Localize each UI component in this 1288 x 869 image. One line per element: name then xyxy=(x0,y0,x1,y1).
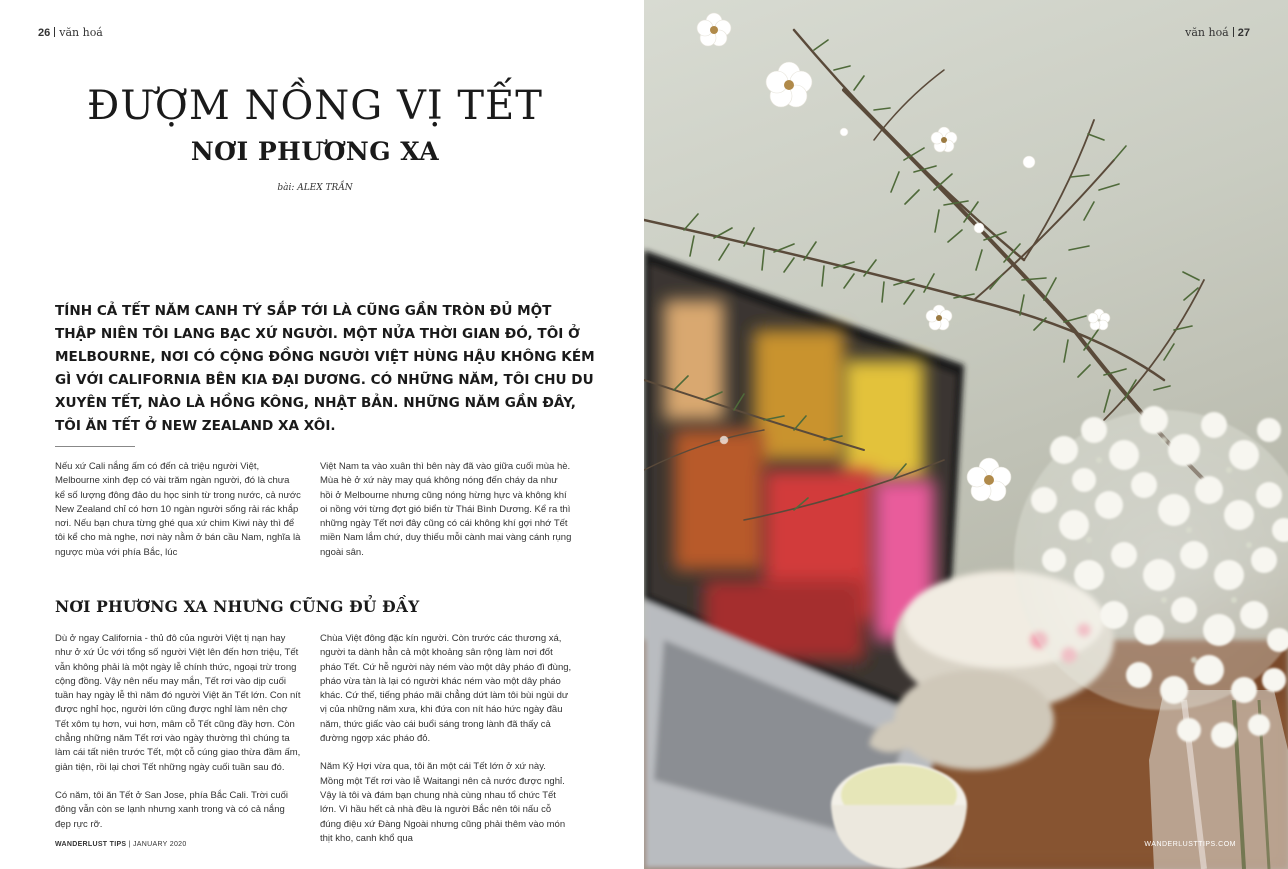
section-heading: NƠI PHƯƠNG XA NHƯNG CŨNG ĐỦ ĐẦY xyxy=(55,597,420,616)
intro-column-1 xyxy=(55,460,302,574)
folio-divider xyxy=(1233,27,1234,37)
magazine-brand: WANDERLUST TIPS xyxy=(55,841,127,848)
article-subtitle: NƠI PHƯƠNG XA xyxy=(190,137,440,166)
body-paragraph: Nếu xứ Cali nắng ấm có đến cả triệu người Việt, Melbourne xinh đẹp có vài trăm ngàn người, đó là chưa kể số lượng đông đảo du học sinh từ trong nước, cả nước New Zealand chỉ có hơn 10 ngàn người sống rải rác khắp nơi. Nếu bạn chưa từng ghé qua xứ chim Kiwi này thì để tôi kể cho mà nghe, nơi này nằm ở bán cầu Nam, nghĩa là ngược mùa với phía Bắc, lúc xyxy=(55,461,301,558)
intro-column-2 xyxy=(320,460,572,574)
article-title: ĐƯỢM NỒNG VỊ TẾT xyxy=(87,83,543,129)
body-column-2 xyxy=(320,632,572,860)
body-column-1 xyxy=(55,632,302,846)
page-number: 27 xyxy=(1237,27,1250,39)
page-number: 26 xyxy=(38,27,51,39)
byline: bài: ALEX TRẦN xyxy=(277,183,353,193)
footer-left: WANDERLUST TIPS | JANUARY 2020 xyxy=(55,841,187,848)
body-paragraph: Chùa Việt đông đặc kín người. Còn trước các thương xá, người ta dành hẳn cả một khoảng sân rộng làm nơi đốt pháo Tết. Cứ hễ người này ném vào một dây pháo đì đùng, pháo vừa tàn là lại có người khác ném vào một dây pháo khác. Cứ thế, tiếng pháo mãi chẳng dứt làm tôi bùi ngùi dư vị của những năm xưa, khi đứa con nít háo hức ngày đầu năm, thức giấc vào cái buổi sáng trong lành đã thấy cả đường ngợp xác pháo đỏ. xyxy=(320,633,572,745)
section-label: văn hoá xyxy=(59,26,103,39)
lede-divider xyxy=(55,446,135,447)
body-paragraph: Có năm, tôi ăn Tết ở San Jose, phía Bắc Cali. Trời cuối đông vẫn còn se lạnh nhưng xanh trong và có cả nắng đẹp rực rỡ. xyxy=(55,789,289,830)
tet-flowers-photo xyxy=(644,0,1288,869)
body-paragraph: Việt Nam ta vào xuân thì bên này đã vào giữa cuối mùa hè. Mùa hè ở xứ này may quá không nóng đến cháy da như hồi ở Melbourne nhưng cũng nóng hừng hực và không khí oi nồng với từng đợt gió biển từ Thái Bình Dương. Kể ra thì những ngày Tết nơi đây cũng có cái không khí gợi nhớ Tết miền Nam lắm chứ, duy thiếu mỗi cành mai vàng cánh rụng ngoài sân. xyxy=(320,461,572,558)
page-folio-right xyxy=(1185,26,1250,39)
lede-paragraph: TÍNH CẢ TẾT NĂM CANH TÝ SẮP TỚI LÀ CŨNG GẦN TRÒN ĐỦ MỘT THẬP NIÊN TÔI LANG BẠC XỨ NGƯỜI. MỘT NỬA THỜI GIAN ĐÓ, TÔI Ở MELBOURNE, NƠI CÓ CỘNG ĐỒNG NGƯỜI VIỆT HÙNG HẬU KHÔNG KÉM GÌ VỚI CALIFORNIA BÊN KIA ĐẠI DƯƠNG. CÓ NHỮNG NĂM, TÔI CHU DU XUYÊN TẾT, NÀO LÀ HỒNG KÔNG, NHẬT BẢN. NHỮNG NĂM GẦN ĐÂY, TÔI ĂN TẾT Ở NEW ZEALAND XA XÔI. xyxy=(55,303,595,434)
website-url: WANDERLUSTTIPS.COM xyxy=(1144,841,1236,848)
body-paragraph: Dù ở ngay California - thủ đô của người Việt tị nạn hay như ở xứ Úc với tổng số người Việt lên đến hơn triệu, Tết vẫn không phải là một ngày lễ chính thức, ngoại trừ trong cộng đồng. Vậy nên nếu may mắn, Tết rơi vào dịp cuối tuần hay ngày lễ thì năm đó người Việt ăn Tết lớn. Con nít được nghỉ học, người lớn cũng được nghỉ làm nên chợ Tết xôm tụ hơn, vui hơn, mâm cỗ Tết cũng đầy hơn. Còn chẳng những năm Tết rơi vào ngày thường thì chúng ta làm cái tất niên trước Tết, một cỗ cúng giao thừa đầm ấm, giản tiện, rồi lại chơi Tết những ngày cuối tuần sau đó. xyxy=(55,633,301,773)
right-page xyxy=(644,0,1288,869)
page-folio-left xyxy=(38,26,103,39)
body-paragraph: Năm Kỷ Hợi vừa qua, tôi ăn một cái Tết lớn ở xứ này. Mồng một Tết rơi vào lễ Waitangi nên cả nước được nghỉ. Vậy là tôi và đám bạn chung nhà cùng nhau tổ chức Tết lớn. Vì hầu hết cả nhà đều là người Bắc nên tôi nấu cỗ đúng điệu xứ Đàng Ngoài nhưng cũng phải thêm vào món thịt kho, canh khổ qua xyxy=(320,761,566,844)
section-label: văn hoá xyxy=(1185,26,1229,39)
folio-divider xyxy=(54,27,55,37)
issue-date: JANUARY 2020 xyxy=(133,841,187,848)
